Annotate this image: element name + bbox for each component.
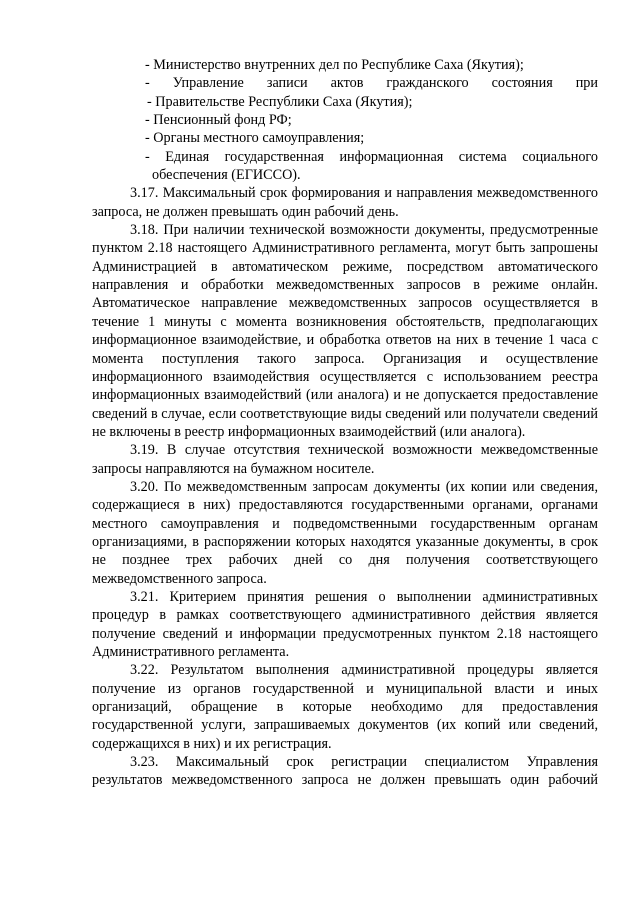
list-item: - Органы местного самоуправления; (145, 130, 365, 147)
list-item: - Пенсионный фонд РФ; (145, 112, 292, 129)
paragraph-text: При наличии технической возможности документы, предусмотренные пунктом 2.18 настоящего Административного регламента, могут быть запрошены Администрацией в автоматическом режиме, посредством автоматического направления и обработки межведомственных запросов в режиме онлайн. Автоматическое направление межведомственных запросов осуществляется в течение 1 минуты с момента возникновения обстоятельств, предполагающих информационное взаимодействие, и обработка ответов на них в течение 1 часа с момента поступления такого запроса. Организация и осуществление информационного взаимодействия осуществляется с использованием реестра информационных взаимодействий (или аналога) и не допускается предоставление сведений в случае, если соответствующие виды сведений или получатели сведений не включены в реестр информационных взаимодействий (или аналога). (92, 222, 598, 440)
paragraph-text: Критерием принятия решения о выполнении административных процедур в рамках соответствующего административного действия является получение сведений и информации предусмотренных пунктом 2.18 настоящего Административного регламента. (92, 588, 598, 660)
paragraph-text: В случае отсутствия технической возможности межведомственные запросы направляются на бумажном носителе. (92, 442, 598, 477)
paragraph-3-19 (92, 441, 598, 478)
paragraph-number: 3.20. (130, 478, 159, 495)
paragraph-3-17 (92, 184, 598, 221)
paragraph-3-18 (92, 221, 598, 441)
paragraph-number: 3.23. (130, 754, 159, 771)
paragraph-number: 3.19. (130, 442, 159, 459)
document-page (92, 56, 598, 790)
paragraph-text: Максимальный срок формирования и направления межведомственного запроса, не должен превышать один рабочий день. (92, 185, 598, 220)
paragraph-text: По межведомственным запросам документы (их копии или сведения, содержащиеся в них) предоставляются государственными органами, органами местного самоуправления и подведомственными государственным органам организациями, в распоряжении которых находятся указанные документы, в срок не позднее трех рабочих дней со дня получения соответствующего межведомственного запроса. (92, 478, 598, 587)
paragraph-3-22 (92, 661, 598, 753)
paragraph-3-23 (92, 753, 598, 790)
list-item-continuation: обеспечения (ЕГИССО). (152, 167, 301, 184)
paragraph-text: Результатом выполнения административной процедуры является получение из органов государственной и муниципальной власти и иных организаций, обращение в которые необходимо для предоставления государственной услуги, запрашиваемых документов (их копий или сведений, содержащихся в них) и их регистрация. (92, 662, 599, 752)
list-item: - Министерство внутренних дел по Республике Саха (Якутия); (145, 57, 524, 73)
list-item: - Правительстве Республики Саха (Якутия); (147, 93, 413, 110)
paragraph-3-20 (92, 478, 598, 588)
paragraph-3-21 (92, 588, 598, 661)
list-item: - Единая государственная информационная система социального (145, 148, 598, 165)
paragraph-number: 3.21. (130, 588, 159, 605)
list-item: - Управление записи актов гражданского состояния при (145, 75, 598, 92)
paragraph-number: 3.18. (130, 222, 159, 239)
paragraph-text: Максимальный срок регистрации специалистом Управления результатов межведомственного запроса не должен превышать один рабочий (92, 754, 598, 789)
paragraph-number: 3.17. (130, 185, 159, 202)
paragraph-number: 3.22. (130, 662, 159, 679)
